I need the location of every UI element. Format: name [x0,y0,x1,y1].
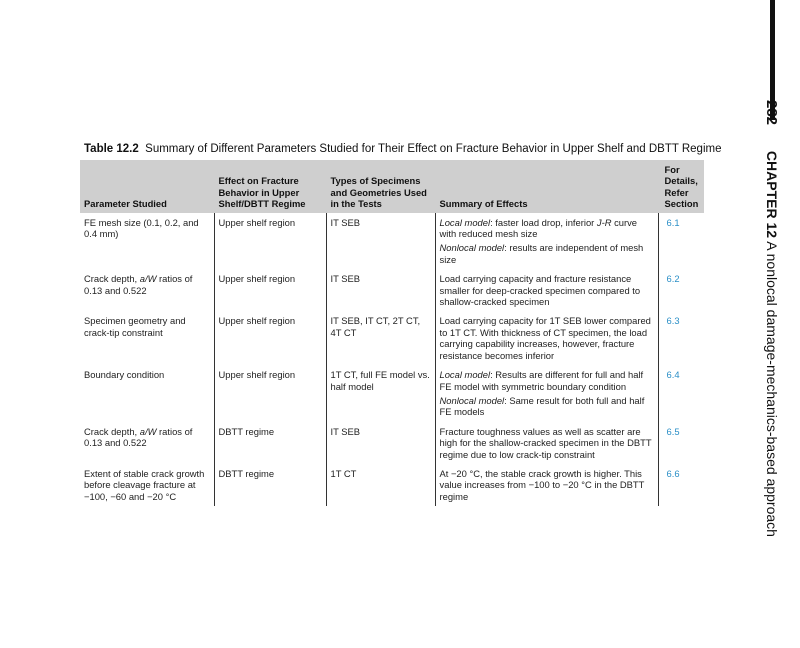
cell-types: IT SEB [326,422,435,464]
table-row [80,269,704,311]
running-header [760,100,780,620]
cell-parameter: Extent of stable crack growth before cleavage fracture at −100, −60 and −20 °C [84,467,205,502]
cell-effect: Upper shelf region [214,213,326,270]
table-caption [84,143,721,155]
cell-parameter: FE mesh size (0.1, 0.2, and 0.4 mm) [84,216,199,240]
cell-summary: Fracture toughness values as well as scatter are high for the shallow-cracked specimen in the DBTT regime due to low crack-tip constraint [435,422,658,464]
header-summary: Summary of Effects [435,160,658,213]
cell-effect: DBTT regime [214,464,326,506]
cell-types: 1T CT [326,464,435,506]
header-effect: Effect on Fracture Behavior in Upper Shelf/DBTT Regime [214,160,326,213]
cell-types: IT SEB [326,269,435,311]
summary-local: Local model: Results are different for full and half FE model with symmetric boundary condition [439,369,644,392]
cell-summary: Load carrying capacity and fracture resistance smaller for deep-cracked specimen compared to shallow-cracked specimen [435,269,658,311]
cell-section-link[interactable]: 6.1 [658,213,704,270]
table-row [80,464,704,506]
cell-effect: Upper shelf region [214,311,326,365]
cell-parameter: Specimen geometry and crack-tip constraint [84,315,186,338]
cell-summary [435,365,658,422]
cell-parameter: Crack depth, a/W ratios of 0.13 and 0.522 [84,273,193,296]
table-row [80,422,704,464]
summary-nonlocal: Nonlocal model: Same result for both full and half FE models [439,394,645,418]
table-header-row [80,160,704,213]
cell-summary [435,213,658,270]
table-row [80,311,704,365]
table-label: Table 12.2 [84,143,139,155]
page-number: 282 [763,100,780,126]
table-row [80,365,704,422]
cell-summary: At −20 °C, the stable crack growth is higher. This value increases from −100 to −20 °C in the DBTT regime [435,464,658,506]
summary-nonlocal: Nonlocal model: results are independent of mesh size [439,242,644,265]
cell-summary: Load carrying capacity for 1T SEB lower compared to 1T CT. With thickness of CT specimen, the load carrying capability increases, however, fracture resistance becomes inferior [435,311,658,365]
cell-parameter: Crack depth, a/W ratios of 0.13 and 0.522 [84,425,193,449]
cell-effect: Upper shelf region [214,365,326,422]
chapter-title: A nonlocal damage-mechanics-based approach [764,241,780,537]
chapter-label: CHAPTER 12 [764,150,780,239]
cell-types: IT SEB, IT CT, 2T CT, 4T CT [326,311,435,365]
table-row [80,213,704,270]
cell-parameter: Boundary condition [84,369,165,381]
cell-section-link[interactable]: 6.2 [658,269,704,311]
cell-section-link[interactable]: 6.5 [658,422,704,464]
table-caption-text: Summary of Different Parameters Studied for Their Effect on Fracture Behavior in Upper Shelf and DBTT Regime [145,143,722,155]
summary-local: Local model: faster load drop, inferior J-R curve with reduced mesh size [439,216,638,240]
cell-types: IT SEB [326,213,435,270]
cell-section-link[interactable]: 6.3 [658,311,704,365]
cell-section-link[interactable]: 6.4 [658,365,704,422]
header-parameter: Parameter Studied [80,160,214,213]
cell-effect: DBTT regime [214,422,326,464]
cell-section-link[interactable]: 6.6 [658,464,704,506]
header-types: Types of Specimens and Geometries Used in the Tests [326,160,435,213]
cell-effect: Upper shelf region [214,269,326,311]
header-details: For Details, Refer Section [658,160,704,213]
parameters-table [80,160,704,506]
cell-types: 1T CT, full FE model vs. half model [326,365,435,422]
